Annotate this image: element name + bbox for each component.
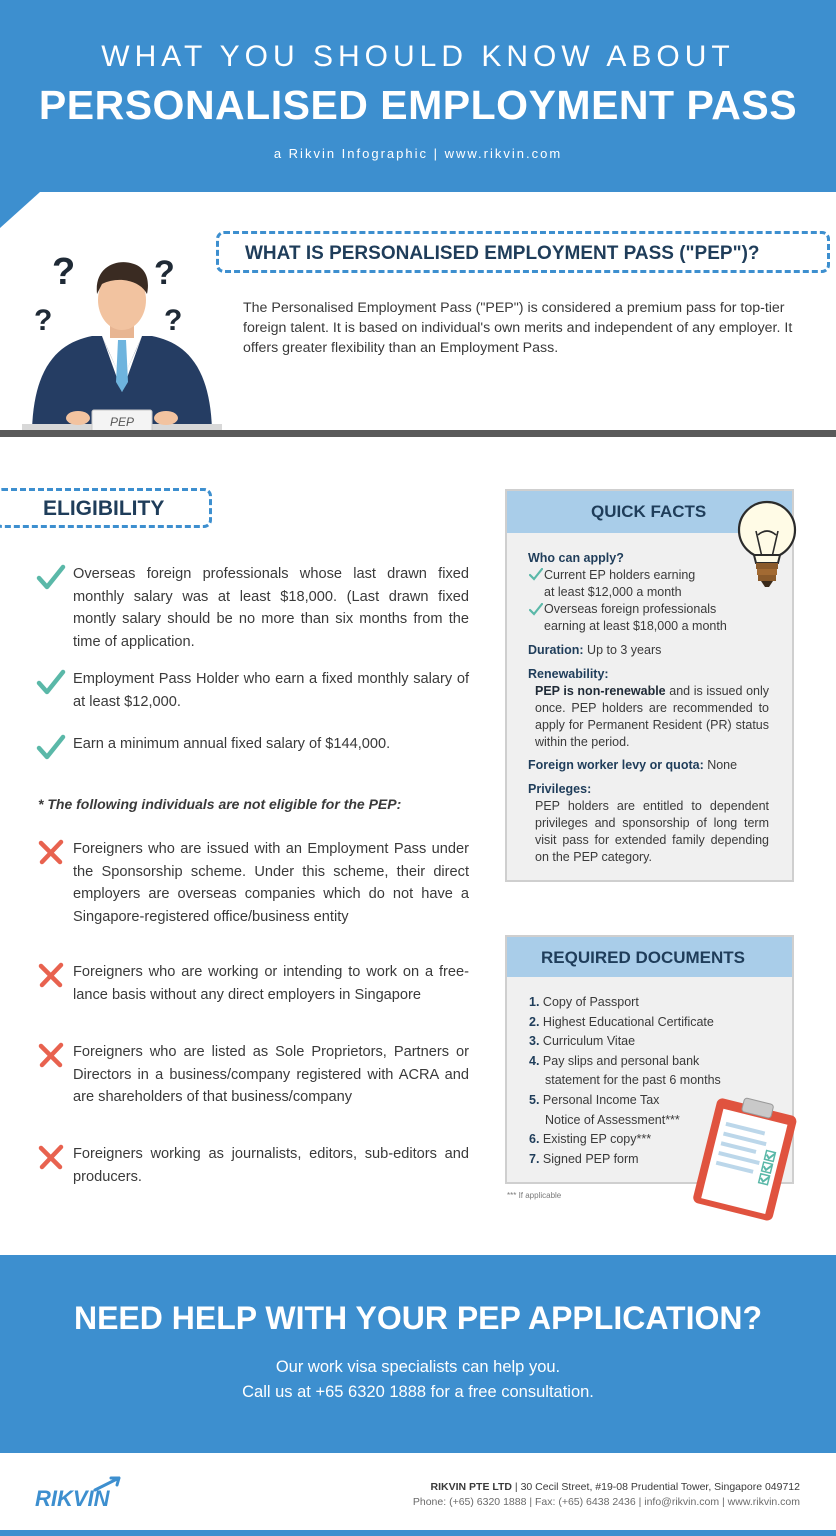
- document-item: 3. Curriculum Vitae: [529, 1034, 636, 1048]
- ineligible-text: Foreigners who are working or intending to work on a free-lance basis without any direct employers in Singapore: [73, 964, 469, 1003]
- renewability-text: [535, 683, 769, 751]
- document-item: 2. Highest Educational Certificate: [529, 1015, 714, 1029]
- question-mark-icon: ?: [164, 304, 183, 337]
- document-item: 5. Personal Income Tax: [529, 1093, 660, 1107]
- check-icon: [529, 568, 543, 581]
- renewability-label: Renewability:: [528, 667, 609, 681]
- address-text: | 30 Cecil Street, #19-08 Prudential Tower, Singapore 049712: [512, 1481, 800, 1493]
- desk-card-label: PEP: [109, 415, 135, 429]
- eligibility-heading-box: [0, 488, 212, 528]
- criterion-text: Overseas foreign professionals whose last drawn fixed monthly salary was at least $18,000. (Last drawn fixed montly salary should be no more than six months from the time of application.: [73, 566, 469, 650]
- criterion-text: Earn a minimum annual fixed salary of $144,000.: [73, 736, 391, 752]
- document-item-continued: statement for the past 6 months: [545, 1073, 721, 1087]
- contact-info[interactable]: Phone: (+65) 6320 1888 | Fax: (+65) 6438 2436 | info@rikvin.com | www.rikvin.com: [412, 1496, 800, 1508]
- who-can-apply-label: Who can apply?: [528, 551, 624, 565]
- criterion-text: Employment Pass Holder who earn a fixed monthly salary of at least $12,000.: [73, 671, 469, 710]
- renewability-bold: PEP is non-renewable: [535, 684, 666, 698]
- document-item: 7. Signed PEP form: [529, 1152, 639, 1166]
- check-icon: [529, 603, 543, 616]
- ineligible-text: Foreigners working as journalists, editors, sub-editors and producers.: [73, 1146, 469, 1185]
- cta-line-1: Our work visa specialists can help you.: [275, 1358, 561, 1376]
- quick-facts-title: QUICK FACTS: [591, 502, 707, 521]
- document-item: 4. Pay slips and personal bank: [529, 1054, 700, 1068]
- question-mark-icon: ?: [52, 251, 76, 293]
- page-title: PERSONALISED EMPLOYMENT PASS: [38, 82, 798, 128]
- duration-label: Duration:: [528, 643, 584, 657]
- required-documents-title: REQUIRED DOCUMENTS: [541, 948, 746, 967]
- question-mark-icon: ?: [154, 254, 175, 292]
- header-byline: a Rikvin Infographic | www.rikvin.com: [273, 146, 563, 161]
- document-item-continued: Notice of Assessment***: [545, 1113, 680, 1127]
- who-item-line: earning at least $18,000 a month: [544, 619, 727, 633]
- section-divider: [0, 430, 836, 437]
- lightbulb-icon: [734, 497, 800, 593]
- who-item-line: Overseas foreign professionals: [544, 602, 717, 616]
- cross-icon: [36, 838, 66, 866]
- document-item: 6. Existing EP copy***: [529, 1132, 652, 1146]
- levy-line: [528, 757, 737, 774]
- footer-bar: [0, 1530, 836, 1536]
- question-mark-icon: ?: [34, 304, 53, 337]
- not-eligible-heading: * The following individuals are not eligible for the PEP:: [38, 796, 402, 812]
- rikvin-logo[interactable]: [35, 1476, 135, 1510]
- eligibility-title: ELIGIBILITY: [43, 497, 165, 520]
- cta-title: NEED HELP WITH YOUR PEP APPLICATION?: [73, 1300, 763, 1336]
- ineligible-text: Foreigners who are listed as Sole Proprietors, Partners or Directors in a business/company registered with ACRA and are shareholders of that business/company: [73, 1044, 469, 1105]
- cross-icon: [36, 1041, 66, 1069]
- clipboard-icon: [688, 1092, 806, 1226]
- pep-description: The Personalised Employment Pass ("PEP") is considered a premium pass for top-tier foreign talent. It is based on individual's own merits and independent of any employer. It offers greater flexibility than an Employment Pass.: [243, 300, 793, 356]
- privileges-label: Privileges:: [528, 782, 592, 796]
- cta-line-2[interactable]: Call us at +65 6320 1888 for a free consultation.: [242, 1383, 594, 1401]
- company-address: [330, 1481, 800, 1493]
- documents-footnote: *** If applicable: [507, 1191, 562, 1200]
- businessman-illustration: [22, 242, 222, 432]
- levy-value: None: [703, 758, 738, 772]
- levy-label: Foreign worker levy or quota:: [528, 758, 704, 772]
- pep-heading-box: [216, 231, 830, 273]
- required-documents-header: [507, 937, 792, 977]
- check-icon: [36, 668, 66, 696]
- header-kicker: WHAT YOU SHOULD KNOW ABOUT: [101, 40, 735, 73]
- cross-icon: [36, 1143, 66, 1171]
- duration-line: [528, 642, 661, 659]
- who-item-line: Current EP holders earning: [544, 568, 696, 582]
- cta-banner: [0, 1255, 836, 1453]
- svg-text:RIKVIN: RIKVIN: [35, 1486, 110, 1510]
- check-icon: [36, 733, 66, 761]
- document-item: 1. Copy of Passport: [529, 995, 639, 1009]
- pep-heading: WHAT IS PERSONALISED EMPLOYMENT PASS ("PEP")?: [245, 243, 760, 264]
- duration-value: Up to 3 years: [583, 643, 662, 657]
- privileges-text: PEP holders are entitled to dependent privileges and sponsorship of long term visit pass for extended family depending on the PEP category.: [535, 799, 769, 864]
- ineligible-text: Foreigners who are issued with an Employment Pass under the Sponsorship scheme. Under this scheme, their direct employers are overseas companies which do not have a Singapore-registered office/business entity: [73, 841, 469, 925]
- company-name: RIKVIN PTE LTD: [430, 1481, 513, 1493]
- who-item-line: at least $12,000 a month: [544, 585, 682, 599]
- cross-icon: [36, 961, 66, 989]
- renewability-detail: and is issued only once. PEP holders are recommended to apply for Permanent Resident (PR) status within the period.: [535, 684, 769, 749]
- check-icon: [36, 563, 66, 591]
